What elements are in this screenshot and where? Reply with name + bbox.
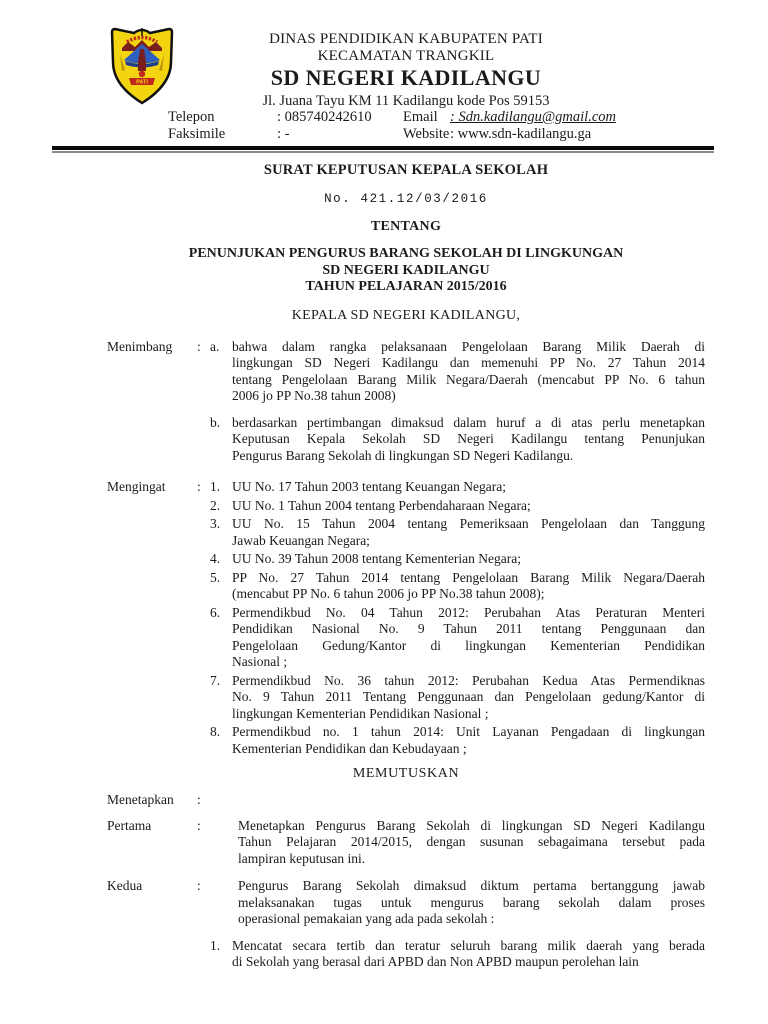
list-marker: a.: [210, 338, 220, 354]
colon: :: [197, 878, 201, 893]
section-mengingat: [107, 479, 705, 759]
text-line: bahwa dalam rangka pelaksanaan Pengelolaan Barang Milik Daerah di: [232, 338, 705, 354]
text-line: UU No. 15 Tahun 2004 tentang Pemeriksaan Pengelolaan dan Tanggung: [232, 516, 705, 531]
about-label: TENTANG: [370, 219, 442, 234]
section-menimbang: [107, 339, 705, 475]
text-line: melaksanakan tugas untuk mengurus barang sekolah dalam proses: [238, 894, 705, 910]
website-label: Website: [403, 125, 450, 142]
text-line: No. 9 Tahun 2011 Tentang Penggunaan dan Pengelolaan gedung/Kantor di: [232, 689, 705, 704]
fax-label: Faksimile: [168, 125, 226, 142]
list-item: [210, 516, 705, 549]
list-item-text: [232, 415, 705, 465]
text-line: Nasional ;: [232, 654, 288, 669]
kedua-subitems: [210, 938, 705, 971]
text-line: SD NEGERI KADILANGU: [322, 262, 490, 278]
text-line: berdasarkan pertimbangan dimaksud dalam huruf a di atas perlu menetapkan: [232, 414, 705, 430]
section-label: Kedua: [107, 878, 143, 893]
list-marker: 3.: [210, 516, 221, 531]
section-menetapkan: [107, 792, 705, 809]
section-label: Menimbang: [107, 338, 173, 354]
school-address: Jl. Juana Tayu KM 11 Kadilangu kode Pos 59153: [262, 93, 550, 109]
section-label: Menetapkan: [107, 792, 174, 807]
logo-banner-text: PATI: [136, 79, 148, 86]
text-line: lingkungan Kementerian Pendidikan Nasional ;: [232, 705, 489, 721]
list-item-text: [232, 498, 705, 515]
list-item-text: [232, 724, 705, 757]
text-line: Pengelolaan Gedung/Kantor di lingkungan Kementerian Pendidikan: [232, 637, 705, 653]
letterhead-text: [107, 0, 705, 142]
phone-label: Telepon: [168, 109, 215, 125]
text-line: lampiran keputusan ini.: [238, 850, 366, 866]
list-item-text: [232, 570, 705, 603]
list-marker: b.: [210, 414, 221, 430]
list-item: [210, 673, 705, 723]
memutuskan-heading: MEMUTUSKAN: [352, 766, 460, 781]
document-title: SURAT KEPUTUSAN KEPALA SEKOLAH: [263, 162, 549, 178]
text-line: operasional pemakaian yang ada pada sekolah :: [238, 911, 495, 926]
section-kedua: [107, 878, 705, 973]
colon: :: [197, 792, 201, 807]
district-line: KECAMATAN TRANGKIL: [317, 48, 495, 64]
text-line: UU No. 1 Tahun 2004 tentang Perbendaharaan Negara;: [232, 497, 531, 513]
letterhead-divider-thick: [52, 146, 714, 150]
list-marker: 4.: [210, 551, 221, 566]
pati-regency-emblem-icon: [108, 24, 176, 106]
list-item: [210, 479, 705, 496]
text-line: Pengurus Barang Sekolah di lingkungan SD Negeri Kadilangu.: [232, 447, 574, 463]
list-marker: 8.: [210, 724, 221, 739]
list-item: [210, 415, 705, 465]
text-line: TAHUN PELAJARAN 2015/2016: [305, 279, 507, 294]
list-item: [210, 724, 705, 757]
list-item-text: [232, 339, 705, 405]
pertama-text: [210, 818, 705, 868]
section-label: Mengingat: [107, 479, 166, 494]
list-item: [210, 938, 705, 971]
school-name: SD NEGERI KADILANGU: [270, 65, 542, 90]
section-label: Pertama: [107, 817, 152, 833]
list-item-text: [232, 938, 705, 971]
email-label: Email: [403, 109, 438, 125]
section-pertama: [107, 818, 705, 868]
letterhead-divider-thin: [52, 151, 714, 153]
list-marker: 6.: [210, 604, 221, 620]
contact-row-2: [107, 126, 705, 143]
colon: :: [197, 479, 201, 494]
text-line: Kementerian Pendidikan dan Kebudayaan ;: [232, 740, 467, 756]
text-line: UU No. 39 Tahun 2008 tentang Kementerian Negara;: [232, 551, 521, 566]
list-item-text: [232, 605, 705, 671]
list-item: [210, 498, 705, 515]
colon: :: [197, 817, 201, 833]
list-item: [210, 570, 705, 603]
text-line: Jawab Keuangan Negara;: [232, 532, 370, 548]
list-item-text: [232, 673, 705, 723]
phone-value: : 085740242610: [277, 109, 372, 125]
text-line: Keputusan Kepala Sekolah SD Negeri Kadilangu tentang Penunjukan: [232, 431, 705, 446]
text-line: Mencatat secara tertib dan teratur seluruh barang milik daerah yang berada: [232, 937, 705, 953]
text-line: tentang Pengelolaan Barang Milik Negara/Daerah (mencabut PP No. 6 tahun: [232, 371, 705, 387]
text-line: Pendidikan Nasional No. 9 Tahun 2011 tentang Penggunaan dan: [232, 621, 705, 636]
text-line: UU No. 17 Tahun 2003 tentang Keuangan Negara;: [232, 479, 506, 494]
subject-lines: [107, 246, 705, 296]
list-item-text: [232, 479, 705, 496]
text-line: PENUNJUKAN PENGURUS BARANG SEKOLAH DI LINGKUNGAN: [188, 246, 624, 261]
fax-value: : -: [277, 125, 290, 142]
menimbang-items: [210, 339, 705, 475]
document-number: No. 421.12/03/2016: [324, 192, 488, 206]
text-line: Tahun Pelajaran 2014/2015, dengan susunan sebagaimana tersebut pada: [238, 834, 705, 849]
list-marker: 2.: [210, 497, 221, 513]
text-line: (mencabut PP No. 6 tahun 2006 jo PP No.38 tahun 2008);: [232, 586, 545, 601]
letterhead: [0, 0, 768, 142]
text-line: Permendikbud No. 36 tahun 2012: Perubahan Kedua Atas Permendiknas: [232, 672, 705, 688]
text-line: Permendikbud No. 04 Tahun 2012: Perubahan Atas Peraturan Menteri: [232, 604, 705, 620]
mengingat-items: [210, 479, 705, 759]
list-item-text: [232, 551, 705, 568]
list-item: [210, 551, 705, 568]
email-value: : Sdn.kadilangu@gmail.com: [450, 109, 616, 125]
issuer-line: KEPALA SD NEGERI KADILANGU,: [291, 307, 521, 323]
website-value: : www.sdn-kadilangu.ga: [450, 125, 592, 142]
text-line: 2006 jo PP No.38 tahun 2008): [232, 388, 396, 403]
text-line: lingkungan SD Negeri Kadilangu dan memenuhi PP No. 27 Tahun 2014: [232, 355, 705, 370]
list-marker: 1.: [210, 479, 221, 494]
list-marker: 1.: [210, 937, 221, 953]
list-marker: 5.: [210, 569, 221, 585]
kedua-text: [210, 878, 705, 928]
list-item-text: [232, 516, 705, 549]
list-marker: 7.: [210, 672, 221, 688]
text-line: Menetapkan Pengurus Barang Sekolah di lingkungan SD Negeri Kadilangu: [238, 817, 705, 833]
department-line: DINAS PENDIDIKAN KABUPATEN PATI: [269, 31, 543, 47]
text-line: PP No. 27 Tahun 2014 tentang Pengelolaan Barang Milik Negara/Daerah: [232, 569, 705, 585]
text-line: Pengurus Barang Sekolah dimaksud diktum pertama bertanggung jawab: [238, 878, 705, 893]
colon: :: [197, 338, 201, 354]
list-item: [210, 605, 705, 671]
text-line: di Sekolah yang berasal dari APBD dan Non APBD maupun perolehan lain: [232, 954, 639, 969]
text-line: Permendikbud no. 1 tahun 2014: Unit Layanan Pengadaan di lingkungan: [232, 724, 705, 739]
list-item: [210, 339, 705, 405]
title-block: [107, 162, 705, 324]
contact-row-1: [107, 109, 705, 126]
